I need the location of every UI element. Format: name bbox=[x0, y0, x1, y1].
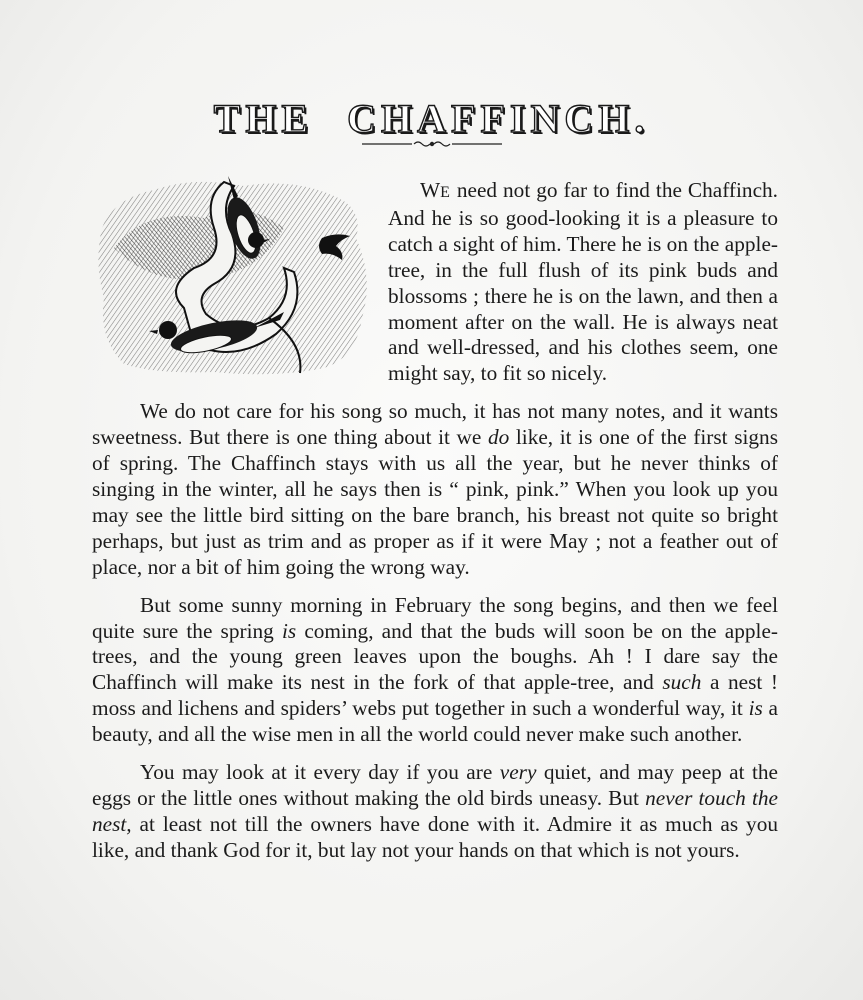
paragraph-3 bbox=[92, 593, 778, 748]
emphasis: never touch the nest, bbox=[92, 785, 778, 836]
title-word-the: THE bbox=[213, 95, 314, 141]
emphasis: is bbox=[281, 618, 297, 643]
emphasis: do bbox=[487, 425, 510, 450]
title-word-chaffinch: CHAFFINCH. bbox=[347, 95, 650, 141]
emphasis: such bbox=[662, 670, 702, 695]
ornament-divider bbox=[362, 138, 502, 150]
paragraph-text: a beauty, and all the wise men in all the world could never make such another. bbox=[92, 696, 778, 747]
paragraph-text: But some sunny morning in February the song begins, and then we feel quite sure the spring bbox=[92, 592, 778, 643]
paragraph-2 bbox=[92, 399, 778, 580]
paragraph-text: quiet, and may peep at the eggs or the little ones without making the old birds uneasy. But bbox=[92, 760, 779, 810]
paragraph-text: need not go far to find the Chaffinch. And he is so good-looking it is a pleasure to catch a sight of him. There he is on the apple-tree, in the full flush of its pink buds and blossoms ; there he is on the lawn, and then a moment after on the wall. He is always neat and well-dressed, and his clothes seem, one might say, to fit so nicely. bbox=[388, 178, 778, 386]
paragraph-text: You may look at it every day if you are bbox=[140, 760, 500, 785]
illustration-space bbox=[92, 178, 388, 376]
article-body bbox=[92, 178, 778, 876]
emphasis: is bbox=[748, 696, 763, 721]
paragraph-text: coming, and that the buds will soon be on the apple-trees, and the young green leaves upon the boughs. Ah ! I dare say the Chaffinch will make its nest in the fork of that apple-tree, and bbox=[92, 618, 779, 695]
paragraph-4 bbox=[92, 760, 778, 864]
small-caps-letter: E bbox=[440, 184, 451, 201]
drop-letter: W bbox=[420, 178, 441, 202]
paragraph-text: a nest ! moss and lichens and spiders’ webs put together in such a wonderful way, it bbox=[92, 670, 778, 721]
emphasis: very bbox=[499, 760, 537, 785]
paragraph-text: like, it is one of the first signs of spring. The Chaffinch stays with us all the year, but he never thinks of singing in the winter, all he says then is “ pink, pink.” When you look up you may see the little bird sitting on the bare branch, his breast not quite so bright perhaps, but just as trim and as proper as if it were May ; not a feather out of place, nor a bit of him going the wrong way. bbox=[92, 425, 778, 579]
paragraph-text: We do not care for his song so much, it has not many notes, and it wants sweetness. But there is one thing about it we bbox=[92, 399, 778, 450]
page-title bbox=[0, 95, 863, 142]
paragraph-text: at least not till the owners have done with it. Admire it as much as you like, and thank God for it, but lay not your hands on that which is not yours. bbox=[92, 811, 778, 862]
